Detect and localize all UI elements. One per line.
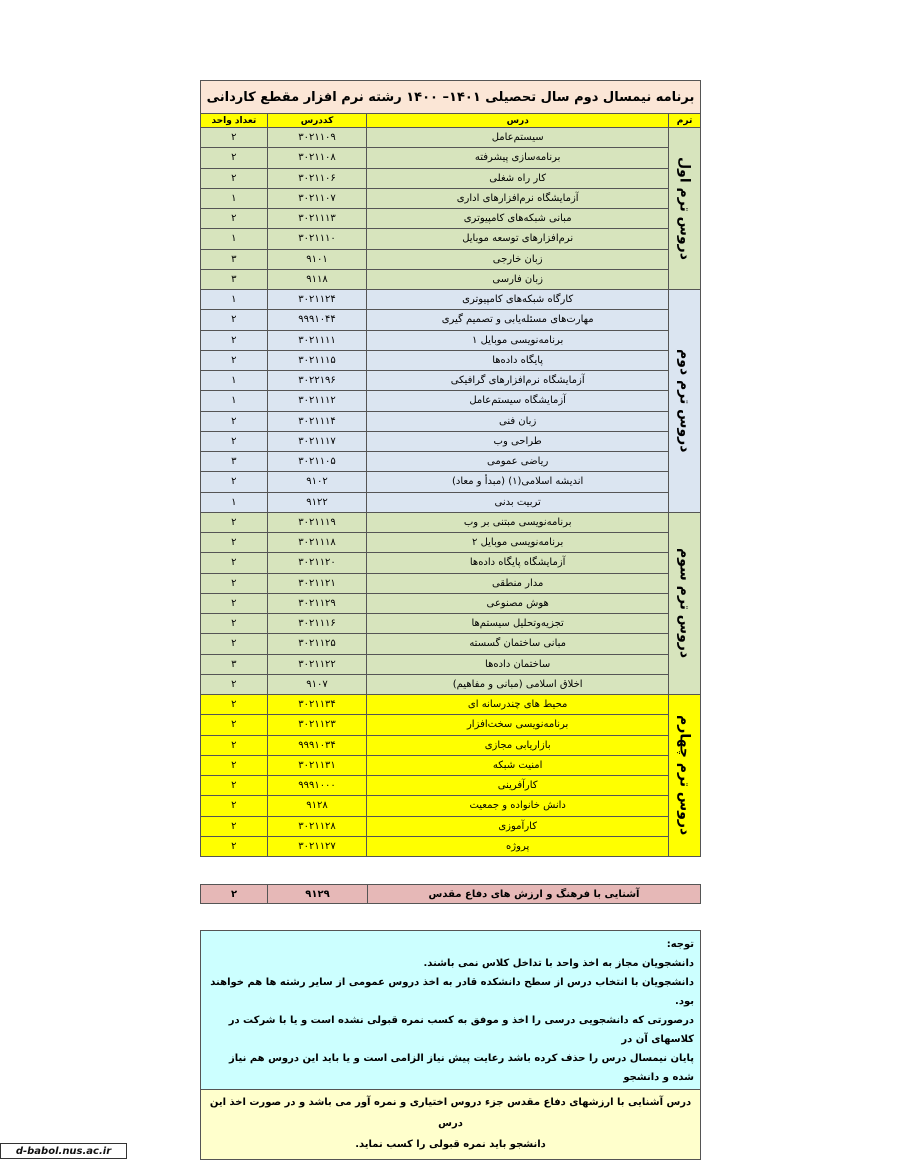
term-rows [200,695,669,857]
term-label-cell [669,128,701,290]
course-code: ۳۰۲۱۱۱۰ [267,229,367,248]
term-label-cell [669,290,701,513]
table-row [200,290,669,310]
course-name: پایگاه داده‌ها [366,351,668,370]
table-row [200,169,669,189]
highlight-line: درس آشنایی با ارزشهای دفاع مقدس جزء دروس اختیاری و نمره آور می باشد و در صورت اخذ این درس [209,1097,692,1129]
table-row [200,817,669,837]
course-units: ۲ [231,152,237,164]
term-group [200,695,701,857]
course-name: محیط های چندرسانه ای [366,695,668,714]
course-name: آزمایشگاه نرم‌افزارهای اداری [366,189,668,208]
term-group [200,128,701,290]
course-units: ۲ [231,577,237,589]
notes-general [201,931,700,1089]
course-code: ۳۰۲۱۱۳۱ [267,756,367,775]
term-rows [200,128,669,290]
course-name: برنامه‌نویسی موبایل ۱ [366,331,668,350]
course-units: ۳ [231,658,237,670]
table-row [200,148,669,168]
extra-code: ۹۱۲۹ [267,885,367,903]
course-name: زبان فنی [366,412,668,431]
course-name: برنامه‌سازی پیشرفته [366,148,668,167]
table-row [200,553,669,573]
header-name: درس [366,114,668,127]
course-units: ۲ [231,334,237,346]
note-line: درصورتی که دانشجویی درسی را اخذ و موفق به کسب نمره قبولی نشده است و یا با شرکت در کلاسهای آن در [228,1015,694,1045]
course-code: ۳۰۲۱۱۱۸ [267,533,367,552]
table-row [200,513,669,533]
course-units: ۲ [231,699,237,711]
table-row [200,715,669,735]
course-units: ۲ [231,597,237,609]
table-row [200,796,669,816]
extra-name: آشنایی با فرهنگ و ارزش های دفاع مقدس [367,885,700,903]
table-row [200,533,669,553]
table-row [200,614,669,634]
course-name: پروژه [366,837,668,856]
course-code: ۳۰۲۱۱۰۷ [267,189,367,208]
course-code: ۳۰۲۱۱۲۰ [267,553,367,572]
term-label-cell [669,695,701,857]
course-name: برنامه‌نویسی سخت‌افزار [366,715,668,734]
course-units: ۲ [231,800,237,812]
course-code: ۳۰۲۱۱۱۳ [267,209,367,228]
schedule-sheet [200,80,701,857]
course-code: ۳۰۲۱۱۲۹ [267,594,367,613]
table-row [200,331,669,351]
course-code: ۳۰۲۱۱۲۷ [267,837,367,856]
course-code: ۹۹۹۱۰۰۰ [267,776,367,795]
table-row [200,634,669,654]
table-row [200,776,669,796]
course-name: اخلاق اسلامی (مبانی و مفاهیم) [366,675,668,694]
notes-box [200,930,701,1160]
table-header [200,114,701,128]
course-name: کار راه شغلی [366,169,668,188]
course-code: ۳۰۲۱۱۱۹ [267,513,367,532]
course-name: بازاریابی مجازی [366,736,668,755]
extra-course-row [200,884,701,904]
course-name: برنامه‌نویسی موبایل ۲ [366,533,668,552]
page-title: برنامه نیمسال دوم سال تحصیلی ۱۴۰۱– ۱۴۰۰ رشته نرم افزار مقطع کاردانی [200,80,701,114]
course-code: ۳۰۲۱۱۲۳ [267,715,367,734]
header-units: تعداد واحد [211,115,257,126]
course-code: ۳۰۲۱۱۳۴ [267,695,367,714]
table-row [200,655,669,675]
course-name: کارآفرینی [366,776,668,795]
course-code: ۳۰۲۲۱۹۶ [267,371,367,390]
table-row [200,472,669,492]
course-name: مبانی ساختمان گسسته [366,634,668,653]
term-rows [200,513,669,695]
course-name: برنامه‌نویسی مبتنی بر وب [366,513,668,532]
course-units: ۲ [231,415,237,427]
note-line: پایان نیمسال درس را حذف کرده باشد رعایت پیش نیاز الزامی است و یا باید این دروس هم نیاز شده و دانشجو [229,1053,694,1083]
table-row [200,675,669,695]
term-rows [200,290,669,513]
course-units: ۲ [231,172,237,184]
course-units: ۳ [231,273,237,285]
header-code: کددرس [267,114,367,127]
table-row [200,837,669,857]
course-units: ۲ [231,618,237,630]
course-name: تربیت بدنی [366,493,668,512]
course-code: ۹۱۲۲ [267,493,367,512]
course-units: ۲ [231,516,237,528]
table-row [200,250,669,270]
course-name: ریاضی عمومی [366,452,668,471]
course-name: کارگاه شبکه‌های کامپیوتری [366,290,668,309]
course-units: ۱ [231,375,237,387]
course-code: ۹۹۹۱۰۴۴ [267,310,367,329]
table-row [200,493,669,513]
course-units: ۲ [231,638,237,650]
term-label: دروس ترم اول [676,157,693,260]
table-row [200,391,669,411]
course-code: ۳۰۲۱۱۲۵ [267,634,367,653]
header-term: ترم [668,114,700,127]
site-url-tag: d-babol.nus.ac.ir [0,1143,127,1159]
course-code: ۹۱۰۲ [267,472,367,491]
course-units: ۳ [231,456,237,468]
notes-heading: توجه: [666,939,694,950]
course-name: ساختمان داده‌ها [366,655,668,674]
table-row [200,736,669,756]
course-code: ۳۰۲۱۱۲۲ [267,655,367,674]
table-row [200,371,669,391]
course-units: ۲ [231,213,237,225]
course-code: ۹۱۰۷ [267,675,367,694]
course-units: ۲ [231,557,237,569]
term-label: دروس ترم سوم [676,548,693,659]
course-code: ۳۰۲۱۱۱۶ [267,614,367,633]
course-name: تجزیه‌وتحلیل سیستم‌ها [366,614,668,633]
course-units: ۱ [231,395,237,407]
table-row [200,310,669,330]
course-units: ۲ [231,719,237,731]
course-name: زبان خارجی [366,250,668,269]
course-code: ۹۱۲۸ [267,796,367,815]
course-units: ۲ [231,820,237,832]
course-code: ۳۰۲۱۱۰۶ [267,169,367,188]
table-row [200,452,669,472]
course-units: ۱ [231,294,237,306]
course-code: ۳۰۲۱۱۱۷ [267,432,367,451]
table-row [200,209,669,229]
course-name: مدار منطقی [366,574,668,593]
course-code: ۳۰۲۱۱۰۸ [267,148,367,167]
course-units: ۱ [231,192,237,204]
course-name: هوش مصنوعی [366,594,668,613]
table-row [200,756,669,776]
course-units: ۱ [231,496,237,508]
course-code: ۹۱۱۸ [267,270,367,289]
course-units: ۲ [231,678,237,690]
term-group [200,290,701,513]
table-row [200,229,669,249]
note-line: دانشجویان با انتخاب درس از سطح دانشکده قادر به اخذ دروس عمومی از سایر رشته ها هم خواهند بود. [210,977,694,1007]
course-code: ۹۱۰۱ [267,250,367,269]
course-units: ۲ [231,780,237,792]
course-code: ۹۹۹۱۰۳۴ [267,736,367,755]
course-code: ۳۰۲۱۱۱۴ [267,412,367,431]
table-row [200,695,669,715]
term-groups [200,128,701,857]
table-row [200,574,669,594]
course-units: ۲ [231,354,237,366]
course-name: اندیشه اسلامی(۱) (مبدأ و معاد) [366,472,668,491]
extra-units: ۲ [230,888,238,900]
highlight-line: دانشجو باید نمره قبولی را کسب نماید. [355,1139,546,1150]
course-name: دانش خانواده و جمعیت [366,796,668,815]
term-label: دروس ترم دوم [676,349,693,453]
course-units: ۲ [231,759,237,771]
course-units: ۲ [231,435,237,447]
course-code: ۳۰۲۱۱۰۵ [267,452,367,471]
course-units: ۲ [231,476,237,488]
course-name: زبان فارسی [366,270,668,289]
course-code: ۳۰۲۱۱۲۸ [267,817,367,836]
course-name: طراحی وب [366,432,668,451]
course-name: سیستم‌عامل [366,128,668,147]
course-name: آزمایشگاه سیستم‌عامل [366,391,668,410]
term-label: دروس ترم چهارم [676,715,693,836]
course-code: ۳۰۲۱۱۱۱ [267,331,367,350]
course-name: آزمایشگاه نرم‌افزارهای گرافیکی [366,371,668,390]
course-units: ۳ [231,253,237,265]
course-code: ۳۰۲۱۱۱۵ [267,351,367,370]
course-name: آزمایشگاه پایگاه داده‌ها [366,553,668,572]
course-units: ۱ [231,233,237,245]
term-label-cell [669,513,701,695]
course-units: ۲ [231,314,237,326]
table-row [200,128,669,148]
course-name: امنیت شبکه [366,756,668,775]
course-code: ۳۰۲۱۱۱۲ [267,391,367,410]
table-row [200,189,669,209]
table-row [200,351,669,371]
course-name: مبانی شبکه‌های کامپیوتری [366,209,668,228]
course-units: ۲ [231,132,237,144]
course-code: ۳۰۲۱۱۰۹ [267,128,367,147]
table-row [200,432,669,452]
course-units: ۲ [231,537,237,549]
course-name: کارآموزی [366,817,668,836]
note-line: دانشجویان مجاز به اخذ واحد با تداخل کلاس نمی باشند. [423,958,694,969]
course-code: ۳۰۲۱۱۲۱ [267,574,367,593]
course-code: ۳۰۲۱۱۲۴ [267,290,367,309]
term-group [200,513,701,695]
table-row [200,594,669,614]
course-units: ۲ [231,840,237,852]
notes-highlight [201,1089,700,1159]
course-name: نرم‌افزارهای توسعه موبایل [366,229,668,248]
course-units: ۲ [231,739,237,751]
table-row [200,412,669,432]
table-row [200,270,669,290]
course-name: مهارت‌های مسئله‌یابی و تصمیم گیری [366,310,668,329]
